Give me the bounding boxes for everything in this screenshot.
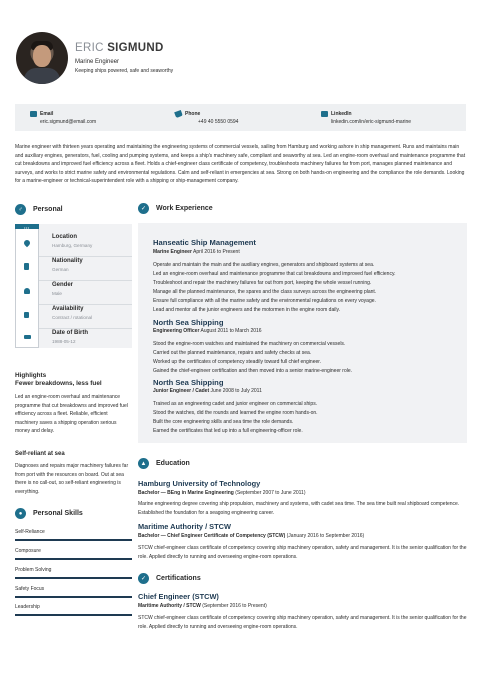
- work-heading: ✓ Work Experience: [138, 203, 213, 214]
- job-duty: Earned the certificates that led up into a full engineering-officer role.: [153, 428, 303, 434]
- job-company: North Sea Shipping: [153, 378, 224, 387]
- education-heading: ▲ Education: [138, 458, 190, 469]
- email-icon: [30, 111, 37, 117]
- skill-item: Leadership: [15, 604, 132, 610]
- personal-heading: ♂ Personal: [15, 204, 63, 215]
- job-duty: Trained as an engineering cadet and junior engineer on commercial ships.: [153, 401, 318, 407]
- skills-heading: ● Personal Skills: [15, 508, 83, 519]
- job-role: Marine Engineer: [75, 59, 120, 65]
- linkedin-label: LinkedIn: [331, 111, 352, 117]
- phone-icon: [174, 110, 183, 118]
- education-description: Marine engineering degree covering ship propulsion, machinery and systems, with cadet sea time. The sea time built real shipboard competence. Established the foundation for a seagoing engineering career.: [138, 501, 460, 516]
- user-icon: ●: [15, 508, 26, 519]
- cake-icon: [24, 335, 31, 339]
- job-duty: Led an engine-room overhaul and maintenance programme that cut breakdowns and improved fuel efficiency.: [153, 271, 396, 277]
- self-reliant-text: Diagnoses and repairs major machinery failures far from port with the resources on board. Out at sea there is no call-out, so self-reliant engineering is everything.: [15, 463, 129, 495]
- job-duty: Worked up the certificates of competency steadily toward full chief engineer.: [153, 359, 322, 365]
- certification-title: Chief Engineer (STCW): [138, 592, 219, 601]
- job-company: North Sea Shipping: [153, 318, 224, 327]
- highlights-subtitle: Fewer breakdowns, less fuel: [15, 380, 102, 387]
- profile-photo: [16, 32, 68, 84]
- certifications-heading: ✓ Certifications: [138, 573, 201, 584]
- graduation-cap-icon: ▲: [138, 458, 149, 469]
- job-duty: Stood the watches, did the rounds and learned the engine room hands-on.: [153, 410, 318, 416]
- job-duty: Manage all the planned maintenance, the spares and the class surveys across the engineering plant.: [153, 289, 377, 295]
- linkedin-value[interactable]: linkedin.com/in/eric-sigmund-marine: [331, 119, 412, 125]
- skill-item: Composure: [15, 548, 132, 554]
- education-institution: Maritime Authority / STCW: [138, 522, 231, 531]
- email-label: Email: [40, 111, 54, 117]
- tagline: Keeping ships powered, safe and seaworthy: [75, 68, 174, 74]
- self-reliant-title: Self-reliant at sea: [15, 451, 65, 457]
- job-duty: Stood the engine-room watches and maintained the machinery on commercial vessels.: [153, 341, 346, 347]
- certification-meta: Maritime Authority / STCW (September 2016 to Present): [138, 603, 267, 609]
- skill-item: Problem Solving: [15, 567, 132, 573]
- job-meta: Marine Engineer April 2016 to Present: [153, 249, 240, 255]
- job-meta: Junior Engineer / Cadet June 2008 to July 2011: [153, 388, 262, 394]
- job-duty: Troubleshoot and repair the machinery failures far out from port, keeping the whole vessel running.: [153, 280, 372, 286]
- email-value[interactable]: eric.sigmund@email.com: [40, 119, 97, 125]
- first-name: ERIC: [75, 42, 104, 54]
- personal-card: ••• Location Hamburg, Germany Nationality German Gender Male Availability Contract / rotational Date of Birth 1988-05-12: [15, 224, 132, 348]
- check-badge-icon: ✓: [138, 203, 149, 214]
- highlights-title: Highlights: [15, 372, 47, 379]
- certification-description: STCW chief-engineer class certificate of competency covering ship machinery operation, safety and management. It is the senior qualification for the role. Applied directly to running and overseeing engine-room operations.: [138, 615, 467, 630]
- candidate-name: [75, 42, 164, 54]
- job-duty: Ensure full compliance with all the marine safety and the environmental regulations on every voyage.: [153, 298, 376, 304]
- job-duty: Built the core engineering skills and sea time the role demands.: [153, 419, 294, 425]
- job-duty: Carried out the planned maintenance, repairs and safety checks at sea.: [153, 350, 312, 356]
- highlights-text: Led an engine-room overhaul and maintenance programme that cut breakdowns and improved fuel efficiency across a fleet. Reliable, efficient machinery saves a shipping operation serious money and delay.: [15, 394, 128, 435]
- education-institution: Hamburg University of Technology: [138, 479, 261, 488]
- certificate-badge-icon: ✓: [138, 573, 149, 584]
- phone-value[interactable]: +49 40 5550 0594: [198, 119, 239, 125]
- contact-bar: [15, 104, 466, 131]
- skill-item: Safety Focus: [15, 586, 132, 592]
- hourglass-icon: [24, 312, 29, 318]
- person-icon: [24, 288, 30, 294]
- male-symbol-icon: ♂: [15, 204, 26, 215]
- education-meta: Bachelor — BEng in Marine Engineering (September 2007 to June 2011): [138, 490, 306, 496]
- linkedin-icon: [321, 111, 328, 117]
- education-meta: Bachelor — Chief Engineer Certificate of Competency (STCW) (January 2016 to September 2016): [138, 533, 365, 539]
- job-duty: Lead and mentor all the junior engineers and the motormen in the engine room daily.: [153, 307, 340, 313]
- job-duty: Gained the chief-engineer certification and then moved into a senior marine-engineer role.: [153, 368, 353, 374]
- last-name: SIGMUND: [107, 42, 164, 54]
- education-description: STCW chief-engineer class certificate of competency covering ship machinery operation, safety and management. It is the senior qualification for the role. Applied directly to running and overseeing engine-room operations.: [138, 545, 467, 560]
- flag-icon: [24, 263, 29, 270]
- job-company: Hanseatic Ship Management: [153, 238, 256, 247]
- job-duty: Operate and maintain the main and the auxiliary engines, generators and shipboard systems at sea.: [153, 262, 375, 268]
- phone-label: Phone: [185, 111, 201, 117]
- job-meta: Engineering Officer August 2011 to March 2016: [153, 328, 262, 334]
- profile-summary: Marine engineer with thirteen years operating and maintaining the engineering systems of commercial vessels, sailing from Hamburg and working ashore in ship management. Runs and maintains main and auxiliary engines, generators, fuel, cooling and pumping systems, and keeps a ship's machinery safe, compliant and seaworthy at sea. Led an engine-room overhaul and maintenance programme that cut breakdowns and improved fuel efficiency across a fleet. Holds a chief-engineer class certificate of competency, troubleshoots machinery failures far from port, manages planned maintenance and surveys, and works to strict marine safety and environmental regulations. Calm and self-reliant in emergencies at sea. Strong on both hands-on engineering and the compliance the role demands. Looking for a marine-engineer or technical-superintendent role with a shipping or ship-management company.: [15, 144, 466, 185]
- skill-item: Self-Reliance: [15, 529, 132, 535]
